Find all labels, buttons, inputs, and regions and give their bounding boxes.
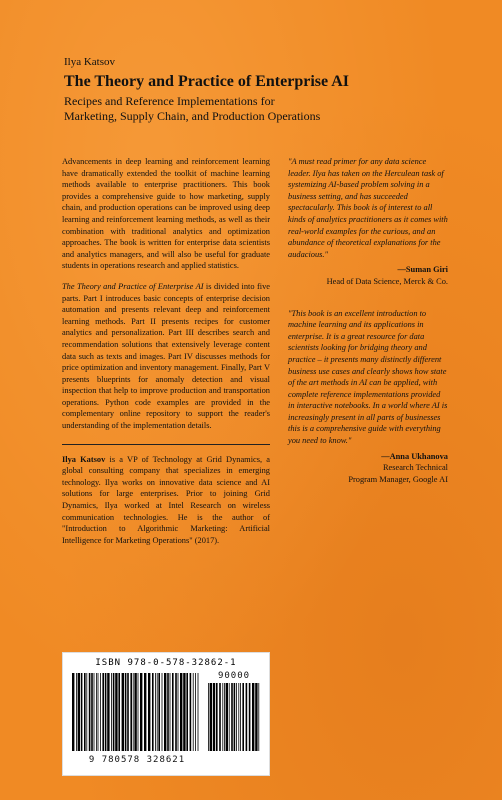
- barcode-bar: [213, 683, 215, 751]
- barcode-bar: [231, 683, 233, 751]
- barcode-bar: [158, 673, 160, 751]
- endorser-name: —Anna Ukhanova: [381, 451, 448, 461]
- barcode-bar: [240, 683, 241, 751]
- barcode-bar: [102, 673, 104, 751]
- book-subtitle: [64, 94, 484, 124]
- barcode-bar: [252, 683, 254, 751]
- description-paragraph-2: [62, 281, 270, 432]
- barcode-bar: [219, 683, 221, 751]
- barcode-bar: [175, 673, 177, 751]
- barcode-bar: [242, 683, 244, 751]
- barcode-bar: [91, 673, 93, 751]
- endorsement: [288, 308, 448, 486]
- bio-author-name: Ilya Katsov: [62, 454, 106, 464]
- endorser-name: —Suman Giri: [397, 265, 448, 275]
- barcode-bar: [236, 683, 237, 751]
- endorser-role-line-2: Program Manager, Google AI: [348, 474, 448, 484]
- endorsements-column: [288, 156, 448, 485]
- barcode-bar: [246, 683, 248, 751]
- barcode-bar: [144, 673, 146, 751]
- endorser-role: Head of Data Science, Merck & Co.: [326, 276, 448, 286]
- endorsement-attribution: [288, 451, 448, 486]
- addon-barcode-bars: [207, 683, 261, 751]
- barcode-bar: [183, 673, 185, 751]
- barcode-bar: [180, 673, 182, 751]
- barcode-bar: [94, 673, 95, 751]
- barcode-bar: [152, 673, 154, 751]
- isbn-label: ISBN 978-0-578-32862-1: [95, 658, 237, 668]
- barcode-bar: [125, 673, 127, 751]
- ean-digits: 9 780578 328621: [88, 755, 186, 765]
- endorsement-quote: "This book is an excellent introduction to machine learning and its applications in enterprise. It is a great resource for data scientists looking for bridging theory and practice – it presents many distinctly different business use cases and clearly shows how state of the art methods in AI can be applied, with complete reference implementations provided in interactive notebooks. In a world where AI is increasingly present in all parts of businesses this is a comprehensive guide with everything you need to know.": [288, 308, 448, 446]
- barcode-bar: [134, 673, 136, 751]
- description-paragraph-2-text: is divided into five parts. Part I introduces basic concepts of enterprise decision automation and presents relevant deep and reinforcement learning methods. Part II presents recipes for customer analytics and personalization. Part III describes search and recommendation solutions that extensively leverage content data such as texts and images. Part IV discusses methods for price optimization and inventory management. Finally, Part V presents blueprints for anomaly detection and visual inspection that help to improve production and transportation operations. Python code examples are provided in the complementary online repository to support the reader's understanding of the implementation details.: [62, 281, 270, 431]
- subtitle-line-1: Recipes and Reference Implementations for: [64, 94, 275, 108]
- barcode-bar: [148, 673, 150, 751]
- addon-digits: 90000: [217, 671, 251, 681]
- barcode-bar: [224, 683, 225, 751]
- bio-text: is a VP of Technology at Grid Dynamics, a global consulting company that specializes in emerging technology. Ilya works on innovative data science and AI solutions for large enterprises. Prior to joining Grid Dynamics, Ilya worked at Intel Research on wireless communication technologies. He is the author of "Introduction to Algorithmic Marketing: Artificial Intelligence for Marketing Operations" (2017).: [62, 454, 271, 545]
- endorsement-quote: "A must read primer for any data science leader. Ilya has taken on the Herculean task of systemizing AI-based problem solving in a business setting, and has succeeded spectacularly. This book is of interest to all kinds of analytics practitioners as it comes with real-world examples for the curious, and an abundance of theoretical explanations for the audacious.": [288, 157, 448, 259]
- barcode-bar: [226, 683, 228, 751]
- barcode-bar: [100, 673, 101, 751]
- barcode-bar: [72, 673, 74, 751]
- barcode-bar: [89, 673, 91, 751]
- barcode-bar: [157, 673, 158, 751]
- barcode-bar: [118, 673, 120, 751]
- description-column: [62, 156, 270, 555]
- author-bio: [62, 454, 270, 547]
- barcode-bar: [115, 673, 117, 751]
- barcode-bar: [229, 683, 230, 751]
- barcode-bar: [122, 673, 124, 751]
- book-title: The Theory and Practice of Enterprise AI: [64, 73, 350, 90]
- barcode-bar: [249, 683, 251, 751]
- endorser-role-line-1: Research Technical: [382, 463, 448, 473]
- barcode-bar: [255, 683, 257, 751]
- barcode-bar: [113, 673, 115, 751]
- barcode-bar: [195, 673, 196, 751]
- endorsement: [288, 156, 448, 288]
- barcode-bar: [140, 673, 142, 751]
- author-name: Ilya Katsov: [64, 56, 116, 68]
- barcode-bar: [78, 673, 80, 751]
- book-title-italic: The Theory and Practice of Enterprise AI: [62, 281, 204, 291]
- barcode-bar: [84, 673, 86, 751]
- subtitle-line-2: Marketing, Supply Chain, and Production Operations: [64, 109, 321, 123]
- barcode-bar: [216, 683, 218, 751]
- barcode-bar: [162, 673, 163, 751]
- barcode-bar: [258, 683, 259, 751]
- barcode-bar: [210, 683, 212, 751]
- barcode-bar: [164, 673, 166, 751]
- barcode-bar: [190, 673, 192, 751]
- barcode-bar: [138, 673, 139, 751]
- barcode-bar: [76, 673, 77, 751]
- barcode-bar: [167, 673, 169, 751]
- divider-line: [62, 444, 270, 445]
- barcode-bar: [186, 673, 188, 751]
- barcode-bar: [193, 673, 194, 751]
- barcode-bar: [86, 673, 87, 751]
- barcode-bar: [198, 673, 199, 751]
- endorsement-attribution: [288, 264, 448, 287]
- description-paragraph-1: Advancements in deep learning and reinforcement learning have dramatically extended the toolkit of machine learning methods available to enterprise practitioners. This book provides a comprehensive guide to how marketing, supply chain, and production operations can be improved using deep learning and reinforcement learning methods, as well as their combination with traditional analytics and optimization approaches. The book is written for enterprise data scientists and analytics managers, and will also be useful for graduate students in operations research and applied statistics.: [62, 157, 270, 271]
- barcode-bar: [96, 673, 97, 751]
- barcode-bar: [81, 673, 83, 751]
- barcode-bar: [155, 673, 156, 751]
- barcode-bar: [130, 673, 132, 751]
- barcode-bar: [170, 673, 171, 751]
- barcode-bar: [234, 683, 236, 751]
- barcode-bar: [98, 673, 99, 751]
- barcode-bar: [222, 683, 223, 751]
- barcode-bar: [133, 673, 134, 751]
- barcode-bar: [111, 673, 112, 751]
- cover-header: [64, 56, 484, 124]
- barcode-bar: [208, 683, 209, 751]
- ean-barcode-bars: [71, 673, 201, 751]
- barcode-bar: [127, 673, 129, 751]
- barcode-bar: [238, 683, 239, 751]
- barcode-bar: [107, 673, 109, 751]
- barcode-bar: [105, 673, 107, 751]
- barcode-bar: [178, 673, 179, 751]
- isbn-barcode: [62, 652, 270, 776]
- barcode-bar: [172, 673, 174, 751]
